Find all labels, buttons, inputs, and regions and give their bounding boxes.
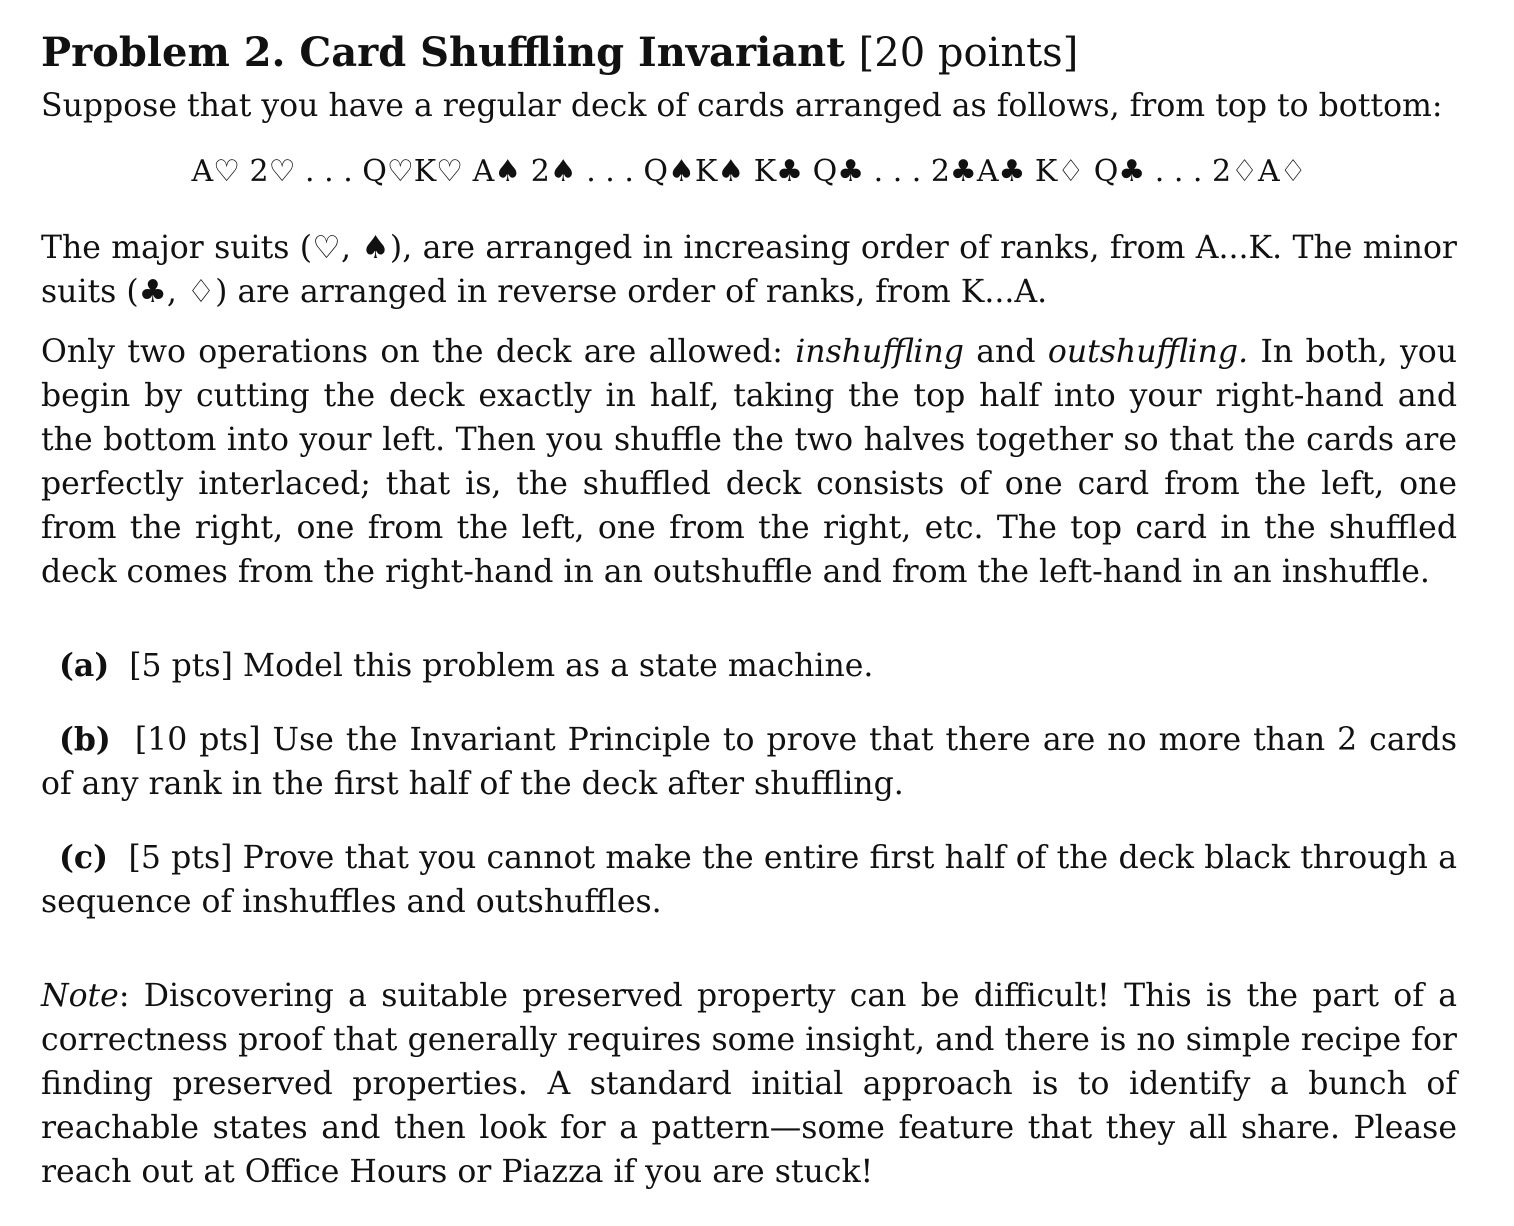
part-a-text: Model this problem as a state machine.	[242, 648, 874, 684]
term-inshuffling: inshuffling	[795, 334, 964, 370]
part-a-label: (a)	[59, 647, 110, 684]
suits-paragraph: The major suits (♡, ♠), are arranged in increasing order of ranks, from A...K. The minor suits (♣, ♢) are arranged in reverse order of ranks, from K...A.	[41, 230, 1457, 310]
intro-paragraph: Suppose that you have a regular deck of cards arranged as follows, from top to bottom:	[41, 88, 1443, 124]
operations-body: In both, you begin by cutting the deck exactly in half, taking the top half into your right-hand and the bottom into your left. Then you shuffle the two halves together so that the cards are perfectly interlaced; that is, the shuffled deck consists of one card from the left, one from the right, one from the left, one from the right, etc. The top card in the shuffled deck comes from the right-hand in an outshuffle and from the left-hand in an inshuffle.	[41, 334, 1458, 590]
part-c	[41, 836, 1457, 924]
term-outshuffling: outshuffling.	[1047, 334, 1249, 370]
part-b-points: [10 pts]	[134, 722, 261, 758]
note-text: : Discovering a suitable preserved property can be difficult! This is the part of a correctness proof that generally requires some insight, and there is no simple recipe for finding preserved properties. A standard initial approach is to identify a bunch of reachable states and then look for a pattern—some feature that they all share. Please reach out at Office Hours or Piazza if you are stuck!	[41, 978, 1457, 1190]
part-c-text: Prove that you cannot make the entire first half of the deck black through a sequence of inshuffles and outshuffles.	[41, 840, 1458, 920]
part-b-label: (b)	[59, 721, 111, 758]
note-label: Note	[41, 978, 119, 1014]
note-paragraph	[41, 974, 1457, 1194]
part-c-points: [5 pts]	[128, 840, 233, 876]
deck-sequence: A♡ 2♡ . . . Q♡K♡ A♠ 2♠ . . . Q♠K♠ K♣ Q♣ . . . 2♣A♣ K♢ Q♣ . . . 2♢A♢	[191, 154, 1307, 189]
part-a-points: [5 pts]	[129, 648, 233, 684]
operations-intro: Only two operations on the deck are allowed:	[41, 334, 796, 370]
operations-paragraph	[41, 330, 1457, 594]
problem-points: [20 points]	[858, 30, 1079, 76]
part-c-label: (c)	[59, 839, 108, 876]
problem-title	[41, 26, 1457, 80]
part-a	[41, 644, 1457, 688]
operations-and: and	[963, 334, 1048, 370]
part-b-text: Use the Invariant Principle to prove that there are no more than 2 cards of any rank in the first half of the deck after shuffling.	[41, 722, 1457, 802]
part-b	[41, 718, 1457, 806]
problem-title-text: Problem 2. Card Shuffling Invariant	[41, 29, 845, 76]
problem-page	[41, 26, 1457, 1194]
